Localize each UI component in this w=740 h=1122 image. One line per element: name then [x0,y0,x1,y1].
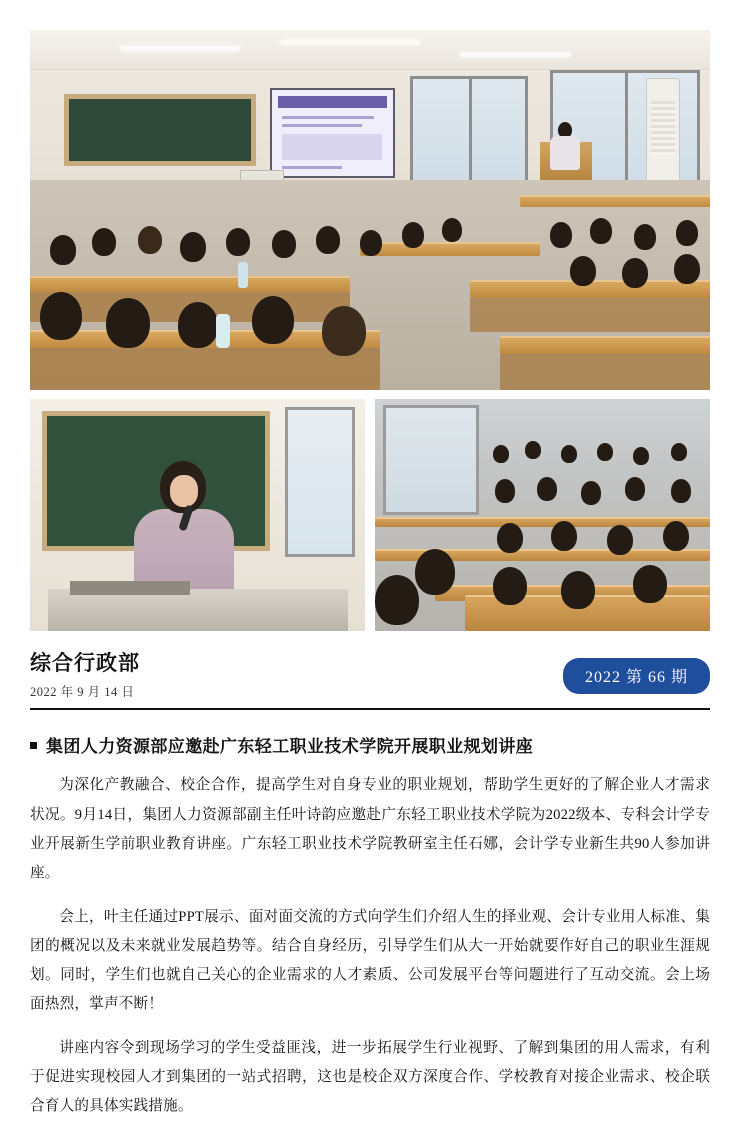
publication-date: 2022 年 9 月 14 日 [30,685,135,700]
student-head [671,479,691,503]
projection-screen [270,88,395,178]
water-bottle [238,262,248,288]
department-name: 综合行政部 [30,651,140,675]
article [30,732,710,1121]
desk-front [30,348,380,390]
student-head [92,228,116,256]
student-head [525,441,541,459]
student-head [402,222,424,248]
ceiling-light [120,46,240,51]
student-head [316,226,340,254]
slide-line [282,124,362,127]
student-head [493,567,527,605]
window [383,405,479,515]
article-paragraph: 会上，叶主任通过PPT展示、面对面交流的方式向学生们介绍人生的择业观、会计专业用人标准、集团的概况以及未来就业发展趋势等。结合自身经历，引导学生们从大一开始就要作好自己的职业生涯规划。同时，学生们也就自己关心的企业需求的人才素质、公司发展平台等问题进行了互动交流。会上场面热烈，掌声不断！ [30,908,710,1013]
slide-line [282,116,374,119]
window [410,76,528,186]
issue-badge: 2022 第 66 期 [563,658,710,694]
air-conditioner [646,78,680,183]
article-paragraph: 为深化产教融合、校企合作，提高学生对自身专业的职业规划，帮助学生更好的了解企业人才需求状况。9月14日，集团人力资源部副主任叶诗韵应邀赴广东轻工职业技术学院为2022级本、专科会计学专业开展新生学前职业教育讲座。广东轻工职业技术学院教研室主任石娜，会计学专业新生共90人参加讲座。 [30,777,710,881]
student-head [570,256,596,286]
slide-line [282,166,342,169]
desk-row [520,195,710,207]
masthead-left [30,649,140,700]
student-head [597,443,613,461]
student-head [252,296,294,344]
masthead [30,649,710,706]
student-head [561,571,595,609]
photo-speaker [30,399,365,631]
photo-audience [375,399,710,631]
square-bullet-icon [30,742,37,749]
student-head [138,226,162,254]
masthead-divider [30,708,710,710]
student-head [663,521,689,551]
lecturer-body [550,136,580,170]
student-head [493,445,509,463]
student-head [674,254,700,284]
podium-top [70,581,190,595]
student-head [537,477,557,501]
student-head [272,230,296,258]
speaker-face [170,475,198,507]
window [285,407,355,557]
student-head [551,521,577,551]
photo-row [30,399,710,631]
student-head [442,218,462,242]
student-head [676,220,698,246]
ceiling-light [280,40,420,45]
student-head [40,292,82,340]
student-head [634,224,656,250]
student-head [322,306,366,356]
desk-row [30,276,350,292]
slide-block [282,134,382,160]
student-head [50,235,76,265]
student-head [550,222,572,248]
student-head [178,302,218,348]
student-head [633,447,649,465]
window-divider [469,79,472,183]
desk-row [360,242,540,256]
student-head [495,479,515,503]
student-head [180,232,206,262]
article-headline-text: 集团人力资源部应邀赴广东轻工职业技术学院开展职业规划讲座 [46,737,534,757]
student-head [360,230,382,256]
student-head [633,565,667,603]
article-headline [30,732,710,757]
slide-header [278,96,387,108]
ceiling-light [460,52,570,57]
student-head [590,218,612,244]
water-bottle [216,314,230,348]
article-paragraph: 讲座内容令到现场学习的学生受益匪浅，进一步拓展学生行业视野、了解到集团的用人需求，有利于促进实现校园人才到集团的一站式招聘，这也是校企双方深度合作、学校教育对接企业需求、校企联合育人的具体实践措施。 [30,1040,710,1115]
bench-row [375,517,710,527]
desk [48,589,348,631]
student-head [375,575,419,625]
student-head [671,443,687,461]
desk-row [500,336,710,354]
blackboard [64,94,256,166]
student-head [607,525,633,555]
desk-front [470,298,710,332]
desk-front [500,354,710,390]
student-head [581,481,601,505]
window-divider [625,73,628,187]
student-head [561,445,577,463]
student-head [497,523,523,553]
student-head [415,549,455,595]
student-head [106,298,150,348]
student-head [625,477,645,501]
photo-lecture-hall-wide [30,30,710,390]
student-head [622,258,648,288]
student-head [226,228,250,256]
